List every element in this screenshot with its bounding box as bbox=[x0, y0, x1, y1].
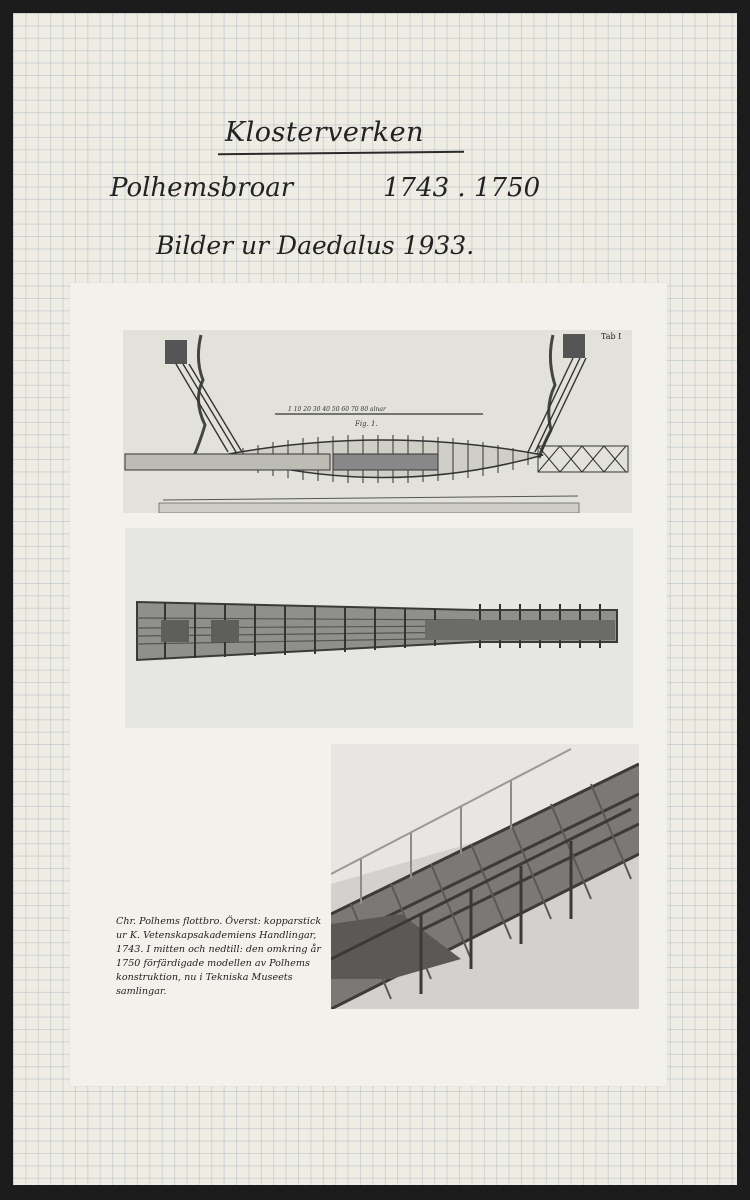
handwritten-source: Bilder ur Daedalus 1933. bbox=[156, 231, 475, 260]
model-top-view-photo bbox=[125, 528, 633, 728]
handwritten-subject: Polhemsbroar bbox=[110, 173, 294, 203]
fig-label: Fig. 1. bbox=[355, 420, 378, 428]
title-underline bbox=[218, 151, 464, 156]
handwritten-title: Klosterverken bbox=[225, 117, 425, 148]
printed-clipping bbox=[70, 283, 667, 1086]
handwritten-years: 1743 . 1750 bbox=[383, 173, 541, 203]
model-perspective-photo bbox=[331, 744, 639, 1009]
engraving-plate bbox=[123, 330, 632, 513]
tab-label: Tab I bbox=[601, 332, 622, 341]
photo-caption: Chr. Polhems flottbro. Överst: kopparstick ur K. Vetenskapsakademiens Handlingar, 1743. I mitten och nedtill: den omkring år 1750 förfärdigade modellen av Polhems konstruktion, nu i Tekniska Museets samlingar. bbox=[116, 916, 322, 997]
scale-label: 1 10 20 30 40 50 60 70 80 alnar bbox=[288, 406, 386, 413]
